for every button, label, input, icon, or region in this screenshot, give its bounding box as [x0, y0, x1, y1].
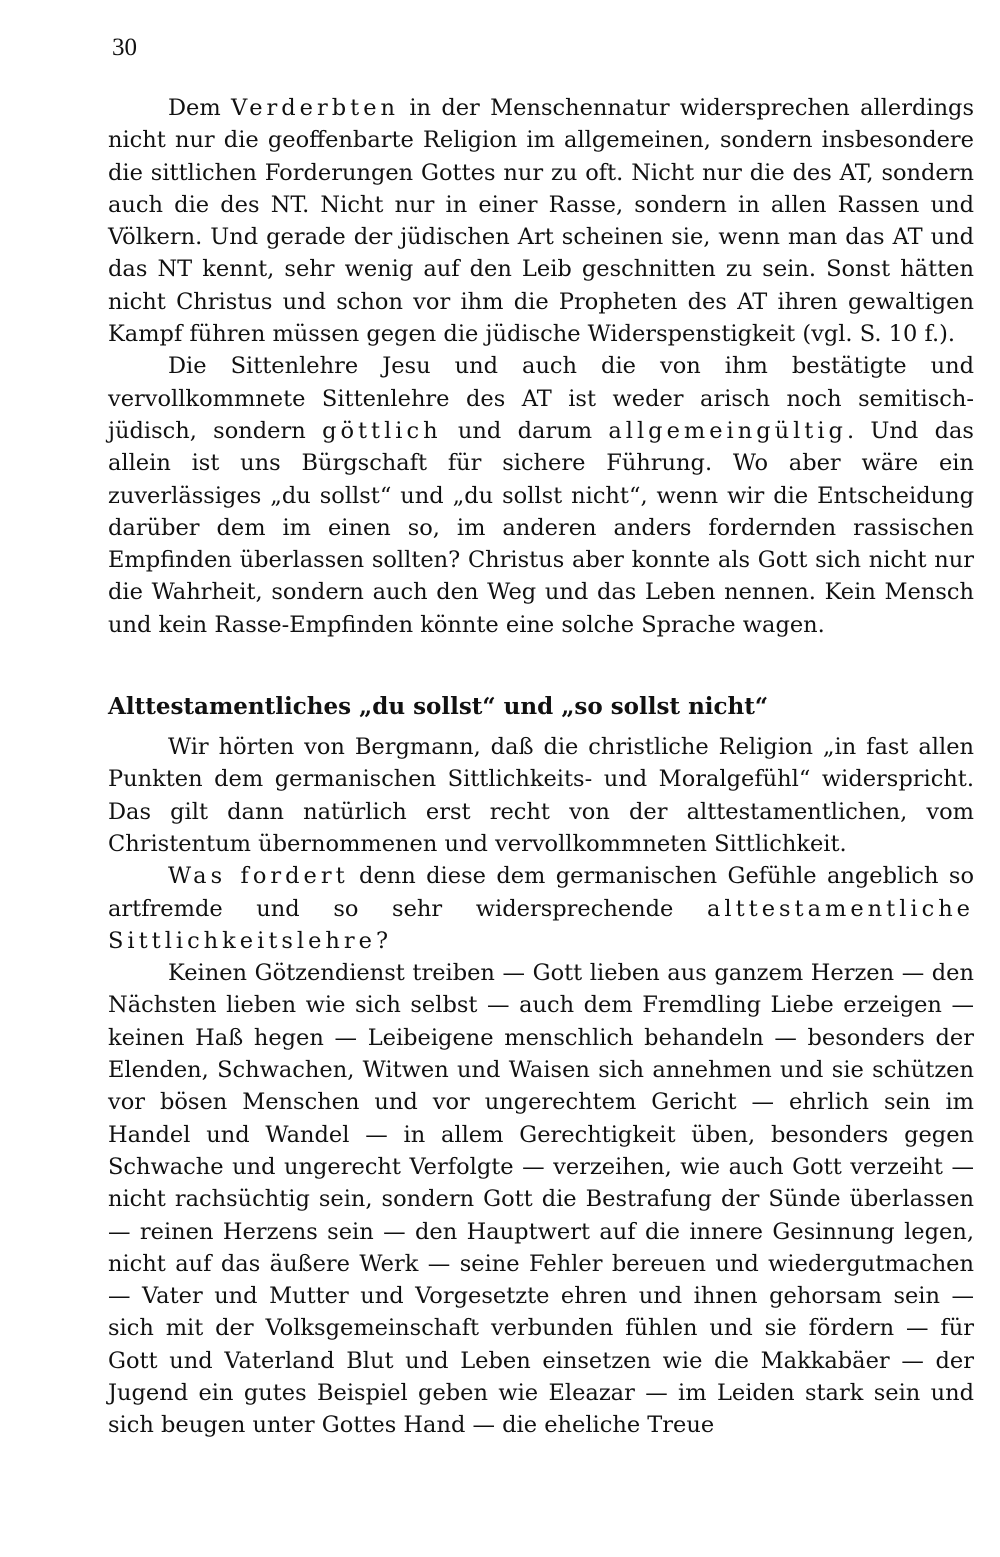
- paragraph: [108, 860, 974, 957]
- emphasized-text: alttestamentliche Sittlichkeitslehre: [108, 895, 974, 954]
- emphasized-text: Was fordert: [168, 863, 349, 890]
- text-run: Keinen Götzendienst treiben — Gott lieben aus ganzem Herzen — den Nächsten lieben wie sich selbst — auch dem Fremdling Liebe erzeigen — keinen Haß hegen — Leibeigene menschlich behandeln — besonders der Elenden, Schwachen, Witwen und Waisen sich annehmen und sie schützen vor bösen Menschen und vor ungerechtem Gericht — ehrlich sein im Handel und Wandel — in allem Gerechtigkeit üben, besonders gegen Schwache und ungerecht Verfolgte — verzeihen, wie auch Gott verzeiht — nicht rachsüchtig sein, sondern Gott die Bestrafung der Sünde überlassen — reinen Herzens sein — den Hauptwert auf die innere Gesinnung legen, nicht auf das äußere Werk — seine Fehler bereuen und wiedergutmachen — Vater und Mutter und Vorgesetzte ehren und ihnen gehorsam sein — sich mit der Volksgemeinschaft verbunden fühlen und sie fördern — für Gott und Vaterland Blut und Leben einsetzen wie die Makkabäer — der Jugend ein gutes Beispiel geben wie Eleazar — im Leiden stark sein und sich beugen unter Gottes Hand — die eheliche Treue: [108, 960, 974, 1439]
- text-run: denn diese dem germanischen Gefühle angeblich so artfremde und so sehr widersprechende: [108, 863, 974, 922]
- paragraph: [108, 350, 974, 641]
- paragraph: [108, 731, 974, 860]
- emphasized-text: göttlich: [322, 417, 442, 444]
- text-run: und darum: [441, 417, 609, 444]
- paragraph: [108, 957, 974, 1441]
- section-heading: Alttestamentliches „du sollst“ und „so sollst nicht“: [108, 693, 769, 721]
- paragraph: [108, 92, 974, 350]
- text-run: Die Sittenlehre Jesu und auch die von ihm bestätigte und vervollkommnete Sittenlehre des AT ist weder arisch noch semitisch-jüdisch, sondern: [108, 353, 974, 444]
- text-run: Dem: [168, 95, 232, 121]
- text-run: ?: [376, 927, 389, 954]
- emphasized-text: allgemeingültig: [608, 417, 847, 444]
- page-number: 30: [112, 34, 137, 61]
- section-alttestamentliches: [108, 691, 974, 1442]
- text-run: . Und das allein ist uns Bürgschaft für sichere Führung. Wo aber wäre ein zuverlässiges „du sollst“ und „du sollst nicht“, wenn wir die Entscheidung darüber dem im einen so, im anderen anders fordernden rassischen Empfinden überlassen sollten? Christus aber konnte als Gott sich nicht nur die Wahrheit, sondern auch den Weg und das Leben nennen. Kein Mensch und kein Rasse-Empfinden könnte eine solche Sprache wagen.: [108, 417, 974, 638]
- emphasized-text: Verderbten: [231, 95, 399, 121]
- section-verderbten: [108, 92, 974, 641]
- text-run: in der Menschennatur widersprechen allerdings nicht nur die geoffenbarte Religion im allgemeinen, sondern insbesondere die sittlichen Forderungen Gottes nur zu oft. Nicht nur die des AT, sondern auch die des NT. Nicht nur in einer Rasse, sondern in allen Rassen und Völkern. Und gerade der jüdischen Art scheinen sie, wenn man das AT und das NT kennt, sehr wenig auf den Leib geschnitten zu sein. Sonst hätten nicht Christus und schon vor ihm die Propheten des AT ihren gewaltigen Kampf führen müssen gegen die jüdische Widerspenstigkeit (vgl. S. 10 f.).: [108, 95, 975, 348]
- text-run: Wir hörten von Bergmann, daß die christliche Religion „in fast allen Punkten dem germanischen Sittlichkeits- und Moralgefühl“ widerspricht. Das gilt dann natürlich erst recht von der alttestamentlichen, vom Christentum übernommenen und vervollkommneten Sittlichkeit.: [108, 734, 974, 857]
